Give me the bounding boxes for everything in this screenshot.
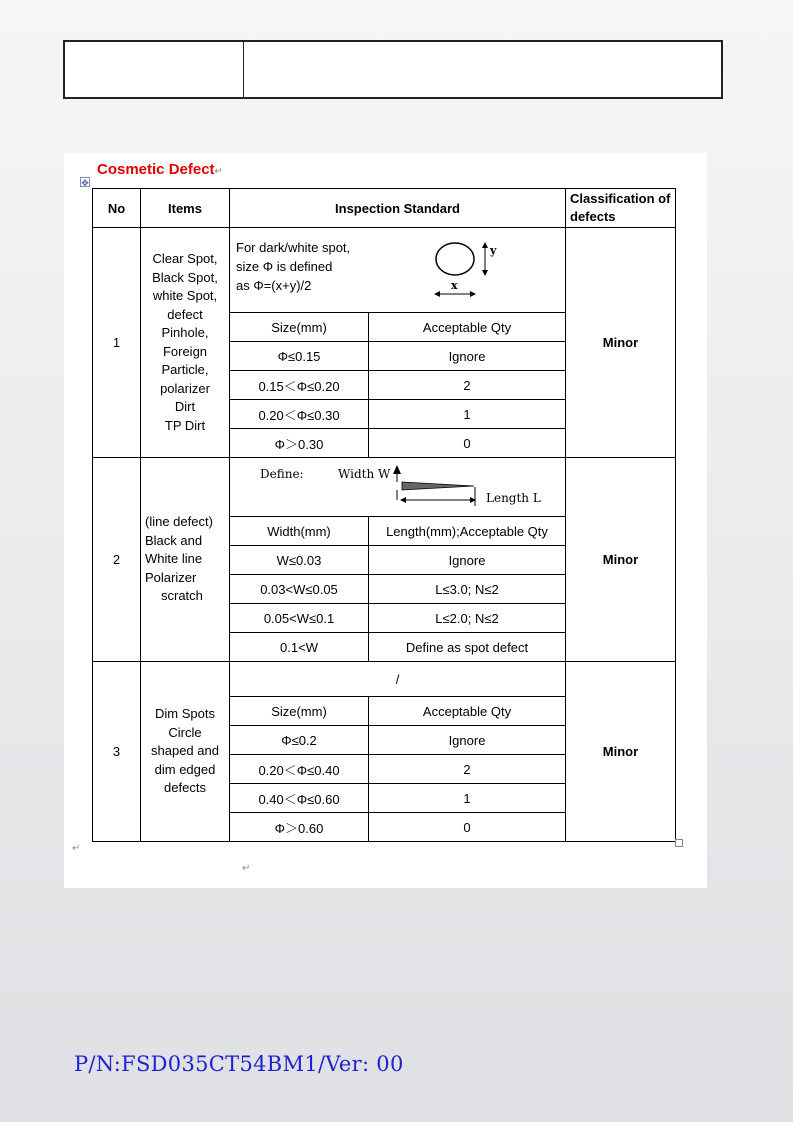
paragraph-mark: ↵ [242, 863, 251, 874]
col-header: Width(mm) [230, 517, 369, 546]
line-defect-diagram [254, 460, 566, 516]
row-no: 3 [93, 662, 141, 842]
criteria-cell: 0 [369, 429, 566, 458]
criteria-cell: 0.03<W≤0.05 [230, 575, 369, 604]
table-resize-handle[interactable] [675, 839, 683, 847]
diagram-x-label: x [451, 279, 458, 292]
criteria-cell: 1 [369, 400, 566, 429]
criteria-cell: 2 [369, 755, 566, 784]
criteria-cell: 0.20＜Φ≤0.30 [230, 400, 369, 429]
row-classification: Minor [566, 458, 676, 662]
col-header: Length(mm);Acceptable Qty [369, 517, 566, 546]
spot-size-diagram [428, 236, 508, 302]
document-panel [64, 153, 707, 888]
header-box [63, 40, 723, 99]
criteria-cell: 0.20＜Φ≤0.40 [230, 755, 369, 784]
row-items: Dim Spots Circle shaped and dim edged defects [141, 662, 230, 842]
header-no: No [93, 189, 141, 228]
criteria-cell: L≤3.0; N≤2 [369, 575, 566, 604]
header-items: Items [141, 189, 230, 228]
spot-definition: For dark/white spot, size Φ is defined as Φ=(x+y)/2 y x [230, 228, 566, 313]
row-items: (line defect) Black and White line Polarizer scratch [141, 458, 230, 662]
table-row [93, 662, 676, 697]
criteria-cell: W≤0.03 [230, 546, 369, 575]
criteria-cell: 0.40＜Φ≤0.60 [230, 784, 369, 813]
criteria-cell: Φ＞0.30 [230, 429, 369, 458]
header-divider [243, 42, 244, 97]
criteria-cell: Ignore [369, 546, 566, 575]
diagram-width-label: Width W [338, 467, 391, 481]
row-classification: Minor [566, 662, 676, 842]
criteria-cell: L≤2.0; N≤2 [369, 604, 566, 633]
diagram-define-label: Define: [260, 467, 304, 481]
criteria-cell: Ignore [369, 342, 566, 371]
col-header: Acceptable Qty [369, 313, 566, 342]
criteria-cell: 0.1<W [230, 633, 369, 662]
diagram-length-label: Length L [486, 491, 541, 505]
table-row [93, 228, 676, 313]
col-header: Acceptable Qty [369, 697, 566, 726]
criteria-cell: Define as spot defect [369, 633, 566, 662]
dim-spot-definition: / [230, 662, 566, 697]
diagram-y-label: y [490, 244, 497, 257]
col-header: Size(mm) [230, 697, 369, 726]
criteria-cell: Φ≤0.15 [230, 342, 369, 371]
line-definition [230, 458, 566, 517]
col-header: Size(mm) [230, 313, 369, 342]
row-no: 2 [93, 458, 141, 662]
row-classification: Minor [566, 228, 676, 458]
criteria-cell: 0.15＜Φ≤0.20 [230, 371, 369, 400]
table-move-handle-icon[interactable]: ✥ [81, 178, 89, 188]
section-title: Cosmetic Defect↵ [97, 161, 223, 178]
part-number-footer: P/N:FSD035CT54BM1/Ver: 00 [74, 1052, 404, 1076]
table-row [93, 458, 676, 517]
criteria-cell: 0 [369, 813, 566, 842]
criteria-cell: 1 [369, 784, 566, 813]
row-items: Clear Spot, Black Spot, white Spot, defect Pinhole, Foreign Particle, polarizer Dirt TP Dirt [141, 228, 230, 458]
header-classification: Classification of defects [566, 189, 676, 228]
criteria-cell: 2 [369, 371, 566, 400]
row-no: 1 [93, 228, 141, 458]
criteria-cell: Φ＞0.60 [230, 813, 369, 842]
criteria-cell: Ignore [369, 726, 566, 755]
criteria-cell: Φ≤0.2 [230, 726, 369, 755]
cosmetic-defect-table [92, 188, 676, 842]
header-standard: Inspection Standard [230, 189, 566, 228]
criteria-cell: 0.05<W≤0.1 [230, 604, 369, 633]
table-header-row [93, 189, 676, 228]
paragraph-mark: ↵ [72, 843, 81, 854]
